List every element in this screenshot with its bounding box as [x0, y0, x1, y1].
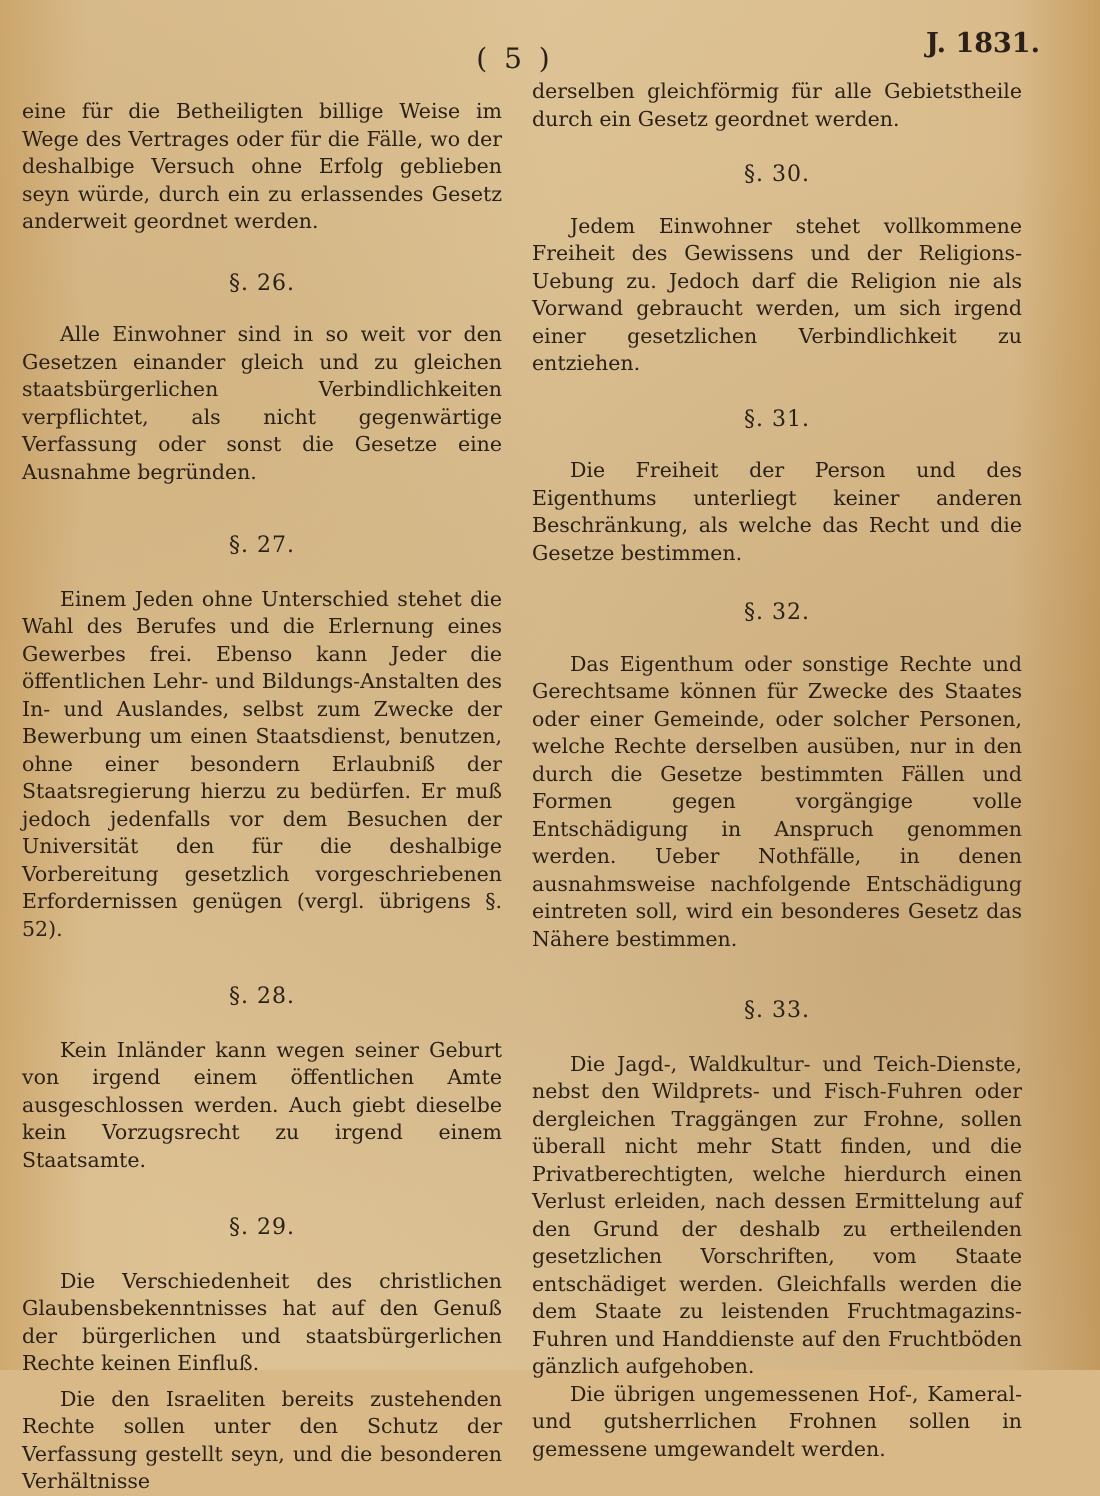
section-29-text-1: Die Verschiedenheit des christlichen Glaubensbekenntnisses hat auf den Genuß der bürgerlichen und staatsbürgerlichen Rechte keinen Einfluß. — [22, 1268, 502, 1375]
section-heading-31: §. 31. — [744, 406, 810, 432]
section-heading-33: §. 33. — [744, 998, 810, 1023]
section-heading-30: §. 30. — [744, 162, 810, 187]
left-column — [22, 98, 502, 1496]
section-26-text: Alle Einwohner sind in so weit vor den Gesetzen einander gleich und zu gleichen staatsbürgerlichen Verbindlichkeiten verpflichtet, als nicht gegenwärtige Verfassung oder sonst die Gesetze eine Ausnahme begründen. — [22, 322, 502, 484]
section-heading-28: §. 28. — [229, 984, 295, 1009]
section-31-text: Die Freiheit der Person und des Eigenthums unterliegt keiner anderen Beschränkung, als welche das Recht und die Gesetze bestimmen. — [532, 458, 1022, 565]
section-27-text: Einem Jeden ohne Unterschied stehet die Wahl des Berufes und die Erlernung eines Gewerbes frei. Ebenso kann Jeder die öffentlichen Lehr- und Bildungs-Anstalten des In- und Auslandes, selbst zum Zwecke der Bewerbung um einen Staatsdienst, benutzen, ohne einer besondern Erlaubniß der Staatsregierung hierzu zu bedürfen. Er muß jedoch jedenfalls vor dem Besuchen der Universität den für die deshalbige Vorbereitung gesetzlich vorgeschriebenen Erfordernissen genügen (vergl. übrigens §. 52). — [22, 586, 502, 941]
section-33-text-1: Die Jagd-, Waldkultur- und Teich-Dienste, nebst den Wildprets- und Fisch-Fuhren oder dergleichen Traggängen zur Frohne, sollen überall nicht mehr Statt finden, und die Privatberechtigten, welche hierdurch einen Verlust erleiden, nach dessen Ermittelung auf den Grund der deshalb zu ertheilenden gesetzlichen Vorschriften, vom Staate entschädiget werden. Gleichfalls werden die dem Staate zu leistenden Fruchtmagazins-Fuhren und Handdienste auf den Fruchtböden gänzlich aufgehoben. — [532, 1051, 1022, 1378]
section-heading-32: §. 32. — [744, 600, 810, 625]
section-33-text-2: Die übrigen ungemessenen Hof-, Kameral- und gutsherrlichen Frohnen sollen in gemessene umgewandelt werden. — [532, 1381, 1022, 1461]
section-heading-27: §. 27. — [229, 533, 295, 558]
section-heading-29: §. 29. — [229, 1215, 295, 1240]
year-mark: J. 1831. — [925, 28, 1040, 59]
section-29-text-2: Die den Israeliten bereits zustehenden Rechte sollen unter den Schutz der Verfassung gestellt seyn, und die besonderen Verhältnisse — [22, 1386, 502, 1493]
section-28-text: Kein Inländer kann wegen seiner Geburt von irgend einem öffentlichen Amte ausgeschlossen werden. Auch giebt dieselbe kein Vorzugsrecht zu irgend einem Staatsamte. — [22, 1037, 502, 1172]
right-intro-paragraph: derselben gleichförmig für alle Gebietstheile durch ein Gesetz geordnet werden. — [532, 79, 1022, 131]
page-number: ( 5 ) — [476, 42, 554, 75]
right-column — [532, 78, 1022, 1463]
section-30-text: Jedem Einwohner stehet vollkommene Freiheit des Gewissens und der Religions-Uebung zu. Jedoch darf die Religion nie als Vorwand gebraucht werden, um sich irgend einer gesetzlichen Verbindlichkeit zu entziehen. — [532, 213, 1022, 375]
left-intro-paragraph: eine für die Betheiligten billige Weise im Wege des Vertrages oder für die Fälle, wo der deshalbige Versuch ohne Erfolg geblieben seyn würde, durch ein zu erlassendes Gesetz anderweit geordnet werden. — [22, 99, 502, 233]
section-heading-26: §. 26. — [229, 270, 295, 296]
section-32-text: Das Eigenthum oder sonstige Rechte und Gerechtsame können für Zwecke des Staates oder einer Gemeinde, oder solcher Personen, welche Rechte derselben ausüben, nur in den durch die Gesetze bestimmten Fällen und Formen gegen vorgängige volle Entschädigung in Anspruch genommen werden. Ueber Nothfälle, in denen ausnahmsweise nachfolgende Entschädigung eintreten soll, wird ein besonderes Gesetz das Nähere bestimmen. — [532, 651, 1022, 951]
